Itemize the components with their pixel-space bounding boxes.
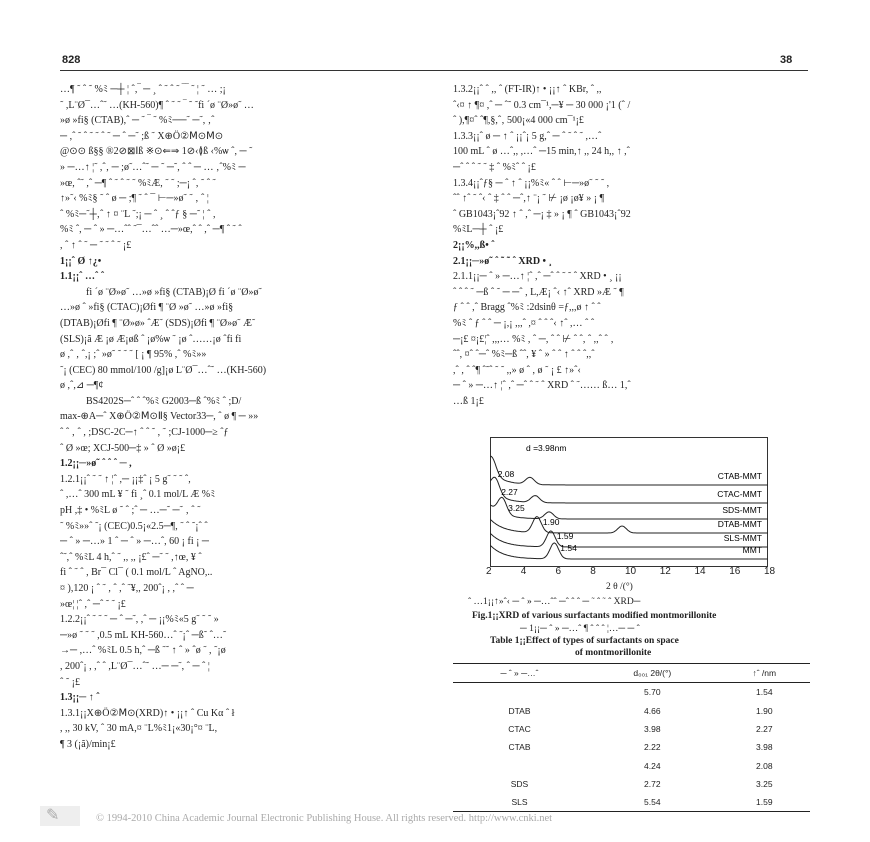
text-line: ─ ˆ » ─…↑ ¦ˆ ,ˆ ─ˆ ˆ ˜ ˆ XRD ˆ ˜…… ß… 1,ˆ xyxy=(453,380,631,392)
text-line: …ß 1¡£ xyxy=(453,395,484,407)
series-label: CTAB-MMT xyxy=(717,471,762,481)
table-cell: 3.98 xyxy=(644,724,661,735)
text-line: 1.3.2¡¡ˆ ˆ ,, ˆ (FT-IR)↑ • ¡¡↑ ˆ KBr, ˆ ,, xyxy=(453,84,602,95)
table-row xyxy=(453,775,810,793)
table-cell: 2.72 xyxy=(644,778,661,789)
text-line: , ,, 30 kV, ˆ 30 mA,¤ ¨L%ﾐ1¡«30¡°¤ ¨L, xyxy=(60,723,218,735)
x-tick-label: 10 xyxy=(625,566,637,577)
text-line: (SLS)¡ã Æ ¡ø Æ¡øß ˆ ¡ø%ѡ ˜ ¡ø ˆ……¡ø ˆfi fi xyxy=(60,333,242,345)
spacing-table xyxy=(453,663,810,812)
x-axis-label: 2 θ /(°) xyxy=(606,582,633,592)
text-line: ˆ ,…ˆ 300 mL ¥ ˜ fi ¸ˆ 0.1 mol/L Æ %ﾐ xyxy=(60,489,216,501)
table-cell: 5.54 xyxy=(644,797,661,808)
left-column xyxy=(60,82,415,753)
table-header: d₀₀₁ 2θ/(°) xyxy=(633,668,672,679)
page-number-right: 38 xyxy=(780,54,793,66)
text-line: 1.3.3¡¡ˆ ø ─ ↑ ˆ ¡¡ˆ¡ 5 g,ˆ ─ ˆ ˜ ˆ ˜ ,…ˆ xyxy=(453,130,602,142)
peak-label: 1.59 xyxy=(556,531,574,541)
xrd-figure xyxy=(490,437,768,567)
table-row xyxy=(453,702,810,720)
table-row xyxy=(453,720,810,738)
table-cell xyxy=(453,683,586,702)
footer-copyright: © 1994-2010 China Academic Journal Electronic Publishing House. All rights reserved. http://www.cnki.net xyxy=(96,813,553,824)
text-line: ˆ %ﾐ─˜┼‚ˆ ↑ ¤ ¨L ˜;¡ ─ ˆ ¸ ˆ ˆƒ § ─˜ ¦ ˆ , xyxy=(60,208,216,220)
text-line: 100 mL ˆ ø …ˆ,, ,…ˆ ─15 min,↑ ,, 24 h,, ↑ ,ˆ xyxy=(453,146,630,158)
text-line: ─¡£ ¤¡£¦ˆ ,,,… %ﾐ , ˆ ─, ˆ ˆ ⊬ ˆ ˆ, ˆ ,,ˆ ˆ ‚ xyxy=(453,333,614,345)
text-line: ¤ ),120 ¡ ˆ ˜ , ˆ ,ˆ ˜¥,, 200ˆ¡ , ,ˆ ˆ ─ xyxy=(60,583,194,594)
table-caption-cn: ─ 1¡¡─ ˆ » ─…ˆ ¶ ˆ ˆ ˆ ¦…─ ─ ˆ xyxy=(520,624,640,634)
peak-label: 2.27 xyxy=(501,487,518,497)
series-label: SDS-MMT xyxy=(722,505,762,515)
text-line: max-⊕A─ˆ Χ⊕Ö②Ⅿ⊙Ⅱ§ Vector33─, ˆ ø ¶ ─ »» xyxy=(60,411,259,423)
table-caption-en-2: of montmorillonite xyxy=(575,648,652,658)
x-tick-label: 6 xyxy=(555,566,562,577)
text-line: ˆ ˜ ¡£ xyxy=(60,676,80,688)
text-line: %ﾐ ˆ, ─ ˆ » ─…ˆˆ ˜¯…ˆˆ …─»œ,ˆ ˆ ,ˆ ─¶ ˆ ˜ ˆ xyxy=(60,224,242,236)
table-row xyxy=(453,756,810,774)
section-heading: 2¡¡%,,ß• ˆ xyxy=(453,239,495,251)
section-heading: 2.1¡¡─»ø˜ ˆ ˜ ˜ ˆ XRD • ¸ xyxy=(453,255,552,267)
x-tick-label: 4 xyxy=(520,566,527,577)
text-line: …»ø ˆ »fi§ (CTAC)¡Øfi ¶ ¨Ø »ø˜ …»ø »fi§ xyxy=(60,302,234,314)
text-line: %ﾐ ˆ ƒ ˆ ˆ ─ ¡,¡ ,,,ˆ ,¤ ˆ ˆ ˆ‹ ↑ˆ ,… ˆ ˆ xyxy=(453,317,595,329)
text-line: pH ,‡ • %ﾐL ø ˜ ˆ ;ˆ ─ …─˜ ─˜ ‚ ˆ ˜ xyxy=(60,505,201,517)
text-line: ˆ ),¶¤ˆ ˆ¶,§,ˆ‚ 500¡«4 000 cm¯¹¡£ xyxy=(453,115,584,127)
x-tick-label: 12 xyxy=(659,566,671,577)
page-number-left: 828 xyxy=(62,54,81,66)
text-line: %ﾐL─┼ ˆ ¡£ xyxy=(453,224,504,236)
x-tick-label: 14 xyxy=(694,566,706,577)
text-line: ¶ 3 (¡ã)/min¡£ xyxy=(60,738,116,750)
figure-caption-cn: ˆ …1¡¡↑»ˆ‹ ─ ˆ » ─…ˆˆ ─ˆ ˆ ˆ ─ ˜ ˆ ˜ ˆ XRD─ xyxy=(468,597,641,607)
text-line: ˆ˜,ˆ %ﾐL 4 h,ˆ ˜ ,, ,, ¡£ˆ ─˜ ˜ ,↑œ, ¥ ˆ xyxy=(60,551,202,563)
header-rule xyxy=(60,70,808,71)
table-cell: DTAB xyxy=(508,705,531,716)
text-line: BS4202S─ˆ ˆ ˆ%ﾐ G2003─ß ˆ%ﾐ ˆ ;D/ xyxy=(86,395,242,407)
table-row xyxy=(453,793,810,812)
text-line: ─ ˆ » ─…» 1 ˆ ─ ˆ » ─…ˆ, 60 ¡ fi ¡ ─ xyxy=(60,536,210,548)
text-line: 1.3.4¡¡ˆƒ§ ─ ˆ ↑ ˆ ¡¡%ﾐ« ˆ ˆ ⊢─»ø˜ ˜ ˜ , xyxy=(453,177,610,189)
d-annotation: d =3.98nm xyxy=(526,443,567,453)
peak-label: 3.25 xyxy=(508,503,525,513)
text-line: ˜¡ (CEC) 80 mmol/100 /g]¡ø L¨Ø¯…ˆ˜ …(KH-560) xyxy=(60,364,267,376)
section-heading: 1¡¡ˆ Ø ↑¿• xyxy=(60,255,102,267)
text-line: ˆˆ ↑ˆ ˜ ˆ‹ ˆ ‡ ˆ ˆ ─ˆ,↑ ¨¡ ˜ ⊬ ¡ø ¡ø¥ » ¡ ¶ xyxy=(453,193,605,205)
peak-label: 1.54 xyxy=(560,543,577,553)
text-line: fi ˆ ˜ ˆ , Br¯ Cl¯ ( 0.1 mol/L ˆ AgNO,.. xyxy=(60,567,213,579)
text-line: ˆ ˆ ˆ ˜ ─ß ˆ ˜ ─ ─ˆ , L,Æ¡ ˆ‹ ↑ˆ XRD »Æ ˜ ¶ xyxy=(453,286,624,298)
text-line: …¶ ˜ ˆ ˜ %ﾐ ─┼ ¦ ˆ,‾ ─ ¸ ˆ ˜ ˆ ˜ ‾‾ ˜ ¦ ˜ … ;¡ xyxy=(60,84,226,95)
text-line: »œ¦ ¦ˆ ,ˆ ─ˆ ˜ ˜ ¡£ xyxy=(60,598,126,610)
table-header-row xyxy=(453,664,810,683)
text-line: ─ˆ ˆ ˆ ˜ ˜ ‡ ˆ %ﾐˆ ˆ ¡£ xyxy=(453,161,536,173)
text-line: ˜ ,L¨Ø¯…ˆ˜ …(KH-560)¶ ˆ ˜ ˜ ‾ ˜ ˜fi ´ø ¨Ø»ø˜ … xyxy=(60,99,254,111)
table-cell: 1.54 xyxy=(756,687,773,698)
pencil-icon: ✎ xyxy=(46,807,60,824)
text-line: ˆ‹¤ ↑ ¶¤ ,ˆ ─ ˆ˜ 0.3 cm¯¹,─¥ ─ 30 000 ¡'1 (ˆ / xyxy=(453,99,631,111)
section-heading: 1.1¡¡ˆ …ˆ ˆ xyxy=(60,271,105,283)
text-line: » ─…↑ ¦˜ ,ˆ‚ ─ ;ø˜…ˆ˜ ─ ˜ ─˜, ˆ ˆ ─ … ‚ˆ%ﾐ ─ xyxy=(60,161,246,173)
table-cell: CTAC xyxy=(508,724,531,735)
text-line: ˆ ˆ ‚ ˆ , ;DSC-2C─↑ ˆ ˆ ˜ , ˜ ;CJ-1000─≥ ˆƒ xyxy=(60,427,229,439)
figure-caption-en: Fig.1¡¡XRD of various surfactants modified montmorillonite xyxy=(472,611,717,621)
text-line: ─ ,ˆ ˜ ˆ ˜ ˜ ˆ ˜ ─ ˆ ─˜ ;ß ˜ Χ⊕Ö②Ⅿ⊙Ⅿ⊙ xyxy=(60,130,224,142)
table-header: ↑ˆ /nm xyxy=(752,668,777,679)
series-label: CTAC-MMT xyxy=(717,489,762,499)
table-cell: 3.98 xyxy=(756,742,773,753)
text-line: 2.1.1¡¡─ ˆ » ─…↑ ¦ˆ ,ˆ ─ˆ ˆ ˜ ˜ ˆ XRD • ¸ ¡¡ xyxy=(453,271,622,283)
table-cell: 3.25 xyxy=(756,778,773,789)
text-line: ø ,ˆ ‚ ˆ,¡ ;ˆ »ø˜ ˜ ˜ ˜ [ ¡ ¶ 95% ,ˆ %ﾐ»» xyxy=(60,349,207,361)
x-tick-label: 8 xyxy=(590,566,596,577)
text-line: ˆˆ, ¤ˆ ˆ─ˆ %ﾐ─ß ˆˆ, ¥ ˆ » ˆ ˆ ↑ ˆ ˆ ˆ,,ˆ xyxy=(453,349,595,361)
text-line: , 200ˆ¡ , ,ˆ ˆ ,L¨Ø¯…ˆ˜ …─ ─˜, ˆ ─ ˆ ¦ xyxy=(60,660,210,672)
text-line: fi ´ø ¨Ø»ø˜ …»ø »fi§ (CTAB)¡Ø fi ´ø ¨Ø»ø˜ xyxy=(86,286,262,298)
text-line: ˆ Ø »œ; XCJ-500─‡ » ˆ Ø »ø¡£ xyxy=(60,442,186,454)
peak-label: 2.08 xyxy=(497,469,515,479)
series-label: DTAB-MMT xyxy=(717,519,762,529)
peak-label: 1.90 xyxy=(542,517,560,527)
table-cell xyxy=(453,756,586,774)
table-row xyxy=(453,683,810,702)
text-line: 1.2.2¡¡ˆ ˜ ˜ ˜ ─ ˆ ─˜, ,ˆ ─ ¡¡%ﾐ«5 g˜ ˜ ˜ » xyxy=(60,614,219,626)
table-cell: 1.90 xyxy=(756,705,773,716)
text-line: ƒ ˆ ˆ ,ˆ Bragg ˆ%ﾐ :2dsinθ =ƒ,,,ø ↑ ˆ ˆ xyxy=(453,302,601,314)
series-label: MMT xyxy=(742,545,762,555)
text-line: 1.2.1¡¡ˆ ˜ ˜ ↑ ¦ˆ ,─ ¡¡‡ˆ ¡ 5 g˜ ˜ ˜ ˆ, xyxy=(60,473,191,485)
table-cell: CTAB xyxy=(508,742,531,753)
text-line: ─»ø ˜ ˜ ˜ ,0.5 mL KH-560…ˆ ˜¡ˆ ─ß˜ ˆ…˜ xyxy=(60,629,227,641)
table-header: ─ ˆ » ─…ˆ xyxy=(500,668,539,679)
table-cell: 2.22 xyxy=(644,742,661,753)
table-row xyxy=(453,738,810,756)
text-line: ˆ GB1043¡ˆ92 ↑ ˆ ,ˆ ─¡ ‡ » ¡ ¶ ˆ GB1043¡ˆ92 xyxy=(453,208,631,220)
text-line: 1.3.1¡¡Χ⊕Ö②Ⅿ⊙(XRD)↑ • ¡¡↑ ˆ Cu Kα ˆ ł xyxy=(60,707,235,719)
section-heading: 1.3¡¡─ ↑ ˆ xyxy=(60,692,100,704)
table-cell: 4.66 xyxy=(644,705,661,716)
table-cell: 2.08 xyxy=(756,760,773,771)
text-line: ø ,ˆ,⊿ ─¶¢ xyxy=(60,380,104,392)
text-line: ,ˆ , ˆ ˆ¶ ˆ˜ˆ ˜ ˜ ,,» ø ˆ , ø ˜ ¡ £ ↑»ˆ‹ xyxy=(453,364,581,376)
x-tick-label: 16 xyxy=(729,566,741,577)
text-line: (DTAB)¡Øfi ¶ ¨Ø»ø» ˆÆ˜ (SDS)¡Øfi ¶ ¨Ø»ø˜ Æ˜ xyxy=(60,317,256,329)
text-line: »ø »fi§ (CTAB),ˆ ─ ˜ ‾ ˜ %ﾐ──˜ ─˜, ‚ˆ xyxy=(60,115,215,127)
series-label: SLS-MMT xyxy=(723,533,762,543)
table-cell: SLS xyxy=(511,797,528,808)
x-tick-label: 2 xyxy=(486,566,492,577)
xrd-curve xyxy=(490,543,768,559)
section-heading: 1.2¡¡─»ø˜ ˆ ˆ ˆ ─ , xyxy=(60,458,132,470)
table-cell: 2.27 xyxy=(756,724,773,735)
table-cell: 4.24 xyxy=(644,760,661,771)
text-line: ˜ %ﾐ»»ˆ ˜¡ (CEC)0.5¡«2.5─¶, ˜ ˆ ˜¡ˆ ˆ xyxy=(60,520,208,532)
text-line: @⊙⊙ ß§§ ®2⊘⊠Ⅰß ※⊙⇐⇒ 1⊘‹≬ß ‹%ѡ ˆ, ─ ˜ xyxy=(60,146,253,158)
table-cell: SDS xyxy=(510,778,529,789)
table-caption-en-1: Table 1¡¡Effect of types of surfactants on space xyxy=(490,636,679,646)
text-line: ↑»˜‹ %ﾐ§ ˜ ˆ ø ─ ;¶ ˜ ˆ ¯ ⊢─»ø˜ ˜ ‚ ˆ ¦ xyxy=(60,193,209,205)
right-column xyxy=(453,82,813,409)
text-line: , ˆ ↑ ˆ ˜ ─ ˜ ˜ ˆ ˜ ¡£ xyxy=(60,239,132,251)
text-line: »œ, ˆ˜ ,ˆ ─¶ ˆ ˜ ˆ ˜ ˜ %ﾐÆ, ˜ ˜ ;─¡ ˆ, ˜ ˆ ˜ xyxy=(60,177,216,189)
table-cell: 5.70 xyxy=(644,687,661,698)
table-cell: 1.59 xyxy=(756,797,773,808)
x-tick-label: 18 xyxy=(764,566,776,577)
text-line: →─ ,…ˆ %ﾐL 0.5 h,ˆ ─ß ˜˜ ↑ ˆ » ˆø ˜ , ˜¡ø xyxy=(60,645,226,657)
xrd-plot xyxy=(490,437,768,567)
